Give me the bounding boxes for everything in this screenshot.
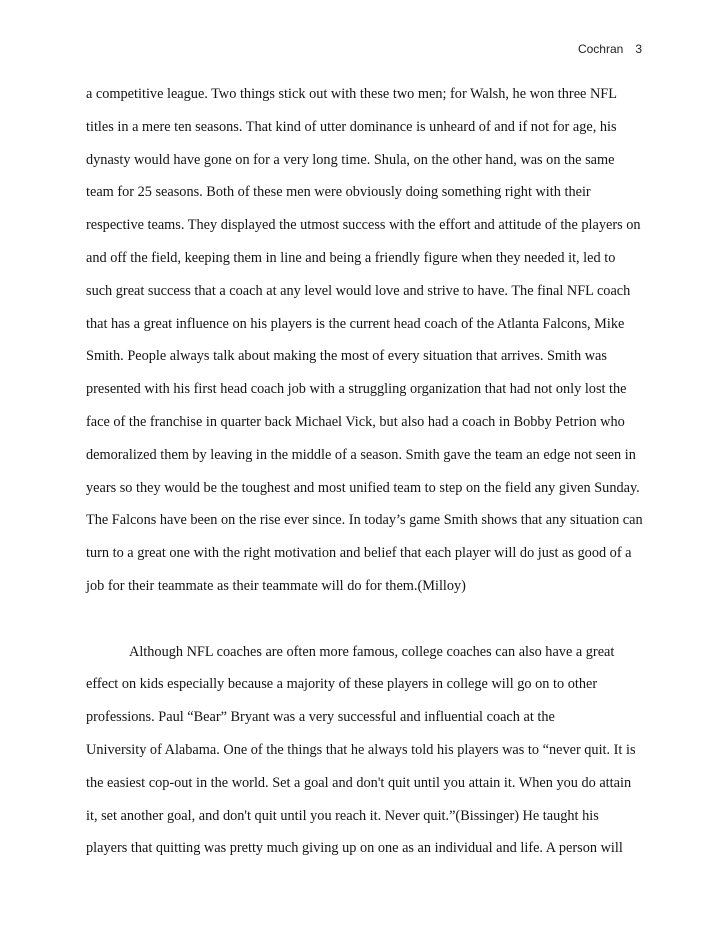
header-author: Cochran (577, 42, 624, 56)
text-line: The Falcons have been on the rise ever since. In today’s game Smith shows that any situation can (86, 512, 643, 529)
text-line: team for 25 seasons. Both of these men were obviously doing something right with their (86, 184, 591, 201)
text-line: it, set another goal, and don't quit until you reach it. Never quit.”(Bissinger) He taught his (86, 807, 599, 824)
text-line: years so they would be the toughest and most unified team to step on the field any given Sunday. (86, 479, 640, 496)
page-number: 3 (635, 42, 642, 56)
paragraph-1 (86, 78, 646, 603)
text-line: professions. Paul “Bear” Bryant was a very successful and influential coach at the (86, 709, 555, 726)
text-line: the easiest cop-out in the world. Set a goal and don't quit until you attain it. When you do attain (86, 774, 632, 791)
text-line: job for their teammate as their teammate will do for them.(Milloy) (86, 577, 466, 594)
text-line: turn to a great one with the right motivation and belief that each player will do just as good of a (86, 545, 632, 562)
running-header (578, 42, 642, 56)
text-line: such great success that a coach at any level would love and strive to have. The final NFL coach (86, 282, 631, 299)
text-line: University of Alabama. One of the things that he always told his players was to “never quit. It is (86, 741, 636, 758)
text-line: presented with his first head coach job with a struggling organization that had not only lost the (86, 381, 627, 398)
text-line: a competitive league. Two things stick out with these two men; for Walsh, he won three NFL (86, 86, 617, 102)
paragraph-spacer (86, 603, 646, 636)
text-line: demoralized them by leaving in the middle of a season. Smith gave the team an edge not seen in (86, 446, 636, 463)
text-line: that has a great influence on his players is the current head coach of the Atlanta Falcons, Mike (86, 315, 625, 332)
text-line: Although NFL coaches are often more famous, college coaches can also have a great (129, 643, 615, 660)
paragraph-2 (86, 636, 646, 866)
text-line: titles in a mere ten seasons. That kind of utter dominance is unheard of and if not for age, his (86, 118, 617, 135)
text-line: effect on kids especially because a majority of these players in college will go on to other (86, 676, 598, 693)
body-text (86, 78, 646, 865)
text-line: Smith. People always talk about making the most of every situation that arrives. Smith was (86, 348, 607, 365)
text-line: face of the franchise in quarter back Michael Vick, but also had a coach in Bobby Petrion who (86, 413, 625, 430)
text-line: dynasty would have gone on for a very long time. Shula, on the other hand, was on the same (86, 151, 615, 168)
text-line: respective teams. They displayed the utmost success with the effort and attitude of the players on (86, 217, 641, 234)
text-line: players that quitting was pretty much giving up on one as an individual and life. A person will (86, 840, 623, 857)
text-line: and off the field, keeping them in line and being a friendly figure when they needed it, led to (86, 249, 616, 266)
